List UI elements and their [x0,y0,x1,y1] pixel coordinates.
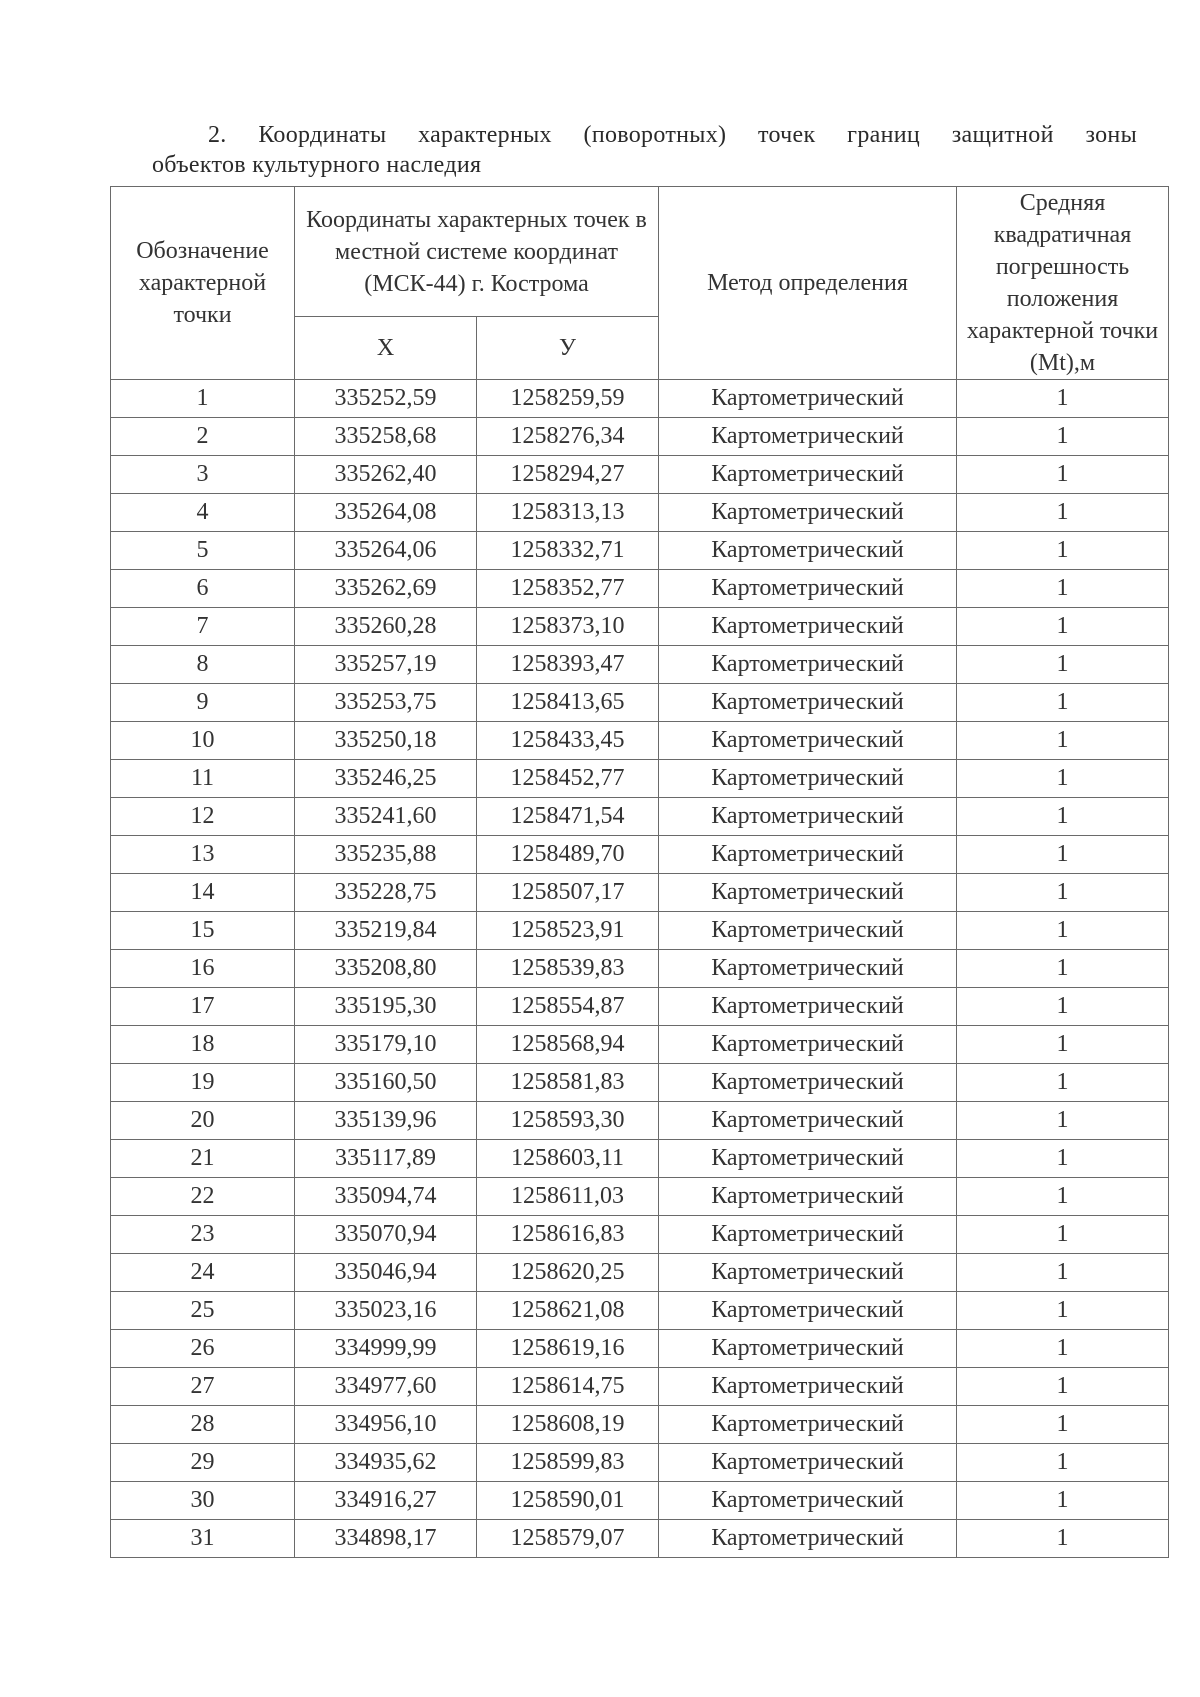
y-coordinate-cell: 1258599,83 [477,1444,659,1482]
y-coordinate-cell: 1258259,59 [477,380,659,418]
y-coordinate-cell: 1258608,19 [477,1406,659,1444]
table-row [111,988,1169,1026]
table-row [111,1292,1169,1330]
point-number-cell: 4 [111,494,295,532]
mean-square-error-cell: 1 [957,684,1169,722]
mean-square-error-cell: 1 [957,494,1169,532]
point-number-cell: 24 [111,1254,295,1292]
x-coordinate-cell: 335260,28 [295,608,477,646]
method-cell: Картометрический [659,1330,957,1368]
x-coordinate-cell: 335228,75 [295,874,477,912]
method-cell: Картометрический [659,760,957,798]
table-row [111,684,1169,722]
point-number-cell: 27 [111,1368,295,1406]
x-coordinate-cell: 335094,74 [295,1178,477,1216]
point-number-cell: 3 [111,456,295,494]
table-row [111,532,1169,570]
method-cell: Картометрический [659,912,957,950]
method-cell: Картометрический [659,1368,957,1406]
point-number-cell: 11 [111,760,295,798]
table-row [111,950,1169,988]
table-row [111,1482,1169,1520]
table-row [111,836,1169,874]
header-x: Х [295,317,477,380]
y-coordinate-cell: 1258373,10 [477,608,659,646]
mean-square-error-cell: 1 [957,1444,1169,1482]
y-coordinate-cell: 1258294,27 [477,456,659,494]
mean-square-error-cell: 1 [957,950,1169,988]
point-number-cell: 6 [111,570,295,608]
x-coordinate-cell: 335257,19 [295,646,477,684]
table-row [111,1102,1169,1140]
y-coordinate-cell: 1258507,17 [477,874,659,912]
method-cell: Картометрический [659,1482,957,1520]
y-coordinate-cell: 1258603,11 [477,1140,659,1178]
x-coordinate-cell: 334898,17 [295,1520,477,1558]
point-number-cell: 13 [111,836,295,874]
header-y: У [477,317,659,380]
point-number-cell: 30 [111,1482,295,1520]
method-cell: Картометрический [659,874,957,912]
x-coordinate-cell: 335258,68 [295,418,477,456]
section-heading-line-1: 2. Координаты характерных (поворотных) точек границ защитной зоны [208,122,1137,148]
mean-square-error-cell: 1 [957,1330,1169,1368]
table-row [111,1026,1169,1064]
header-method: Метод определения [659,187,957,380]
table-row [111,1254,1169,1292]
y-coordinate-cell: 1258452,77 [477,760,659,798]
method-cell: Картометрический [659,646,957,684]
x-coordinate-cell: 335046,94 [295,1254,477,1292]
x-coordinate-cell: 335253,75 [295,684,477,722]
point-number-cell: 2 [111,418,295,456]
header-mean-square-error: Средняя квадратичная погрешность положения характерной точки (Mt),м [957,187,1169,380]
method-cell: Картометрический [659,418,957,456]
y-coordinate-cell: 1258433,45 [477,722,659,760]
method-cell: Картометрический [659,1292,957,1330]
method-cell: Картометрический [659,1026,957,1064]
point-number-cell: 26 [111,1330,295,1368]
point-number-cell: 5 [111,532,295,570]
table-row [111,570,1169,608]
point-number-cell: 21 [111,1140,295,1178]
x-coordinate-cell: 334916,27 [295,1482,477,1520]
point-number-cell: 23 [111,1216,295,1254]
x-coordinate-cell: 335219,84 [295,912,477,950]
point-number-cell: 28 [111,1406,295,1444]
y-coordinate-cell: 1258276,34 [477,418,659,456]
y-coordinate-cell: 1258619,16 [477,1330,659,1368]
mean-square-error-cell: 1 [957,1140,1169,1178]
mean-square-error-cell: 1 [957,1406,1169,1444]
point-number-cell: 18 [111,1026,295,1064]
x-coordinate-cell: 334999,99 [295,1330,477,1368]
mean-square-error-cell: 1 [957,1368,1169,1406]
header-point-designation: Обозначение характерной точки [111,187,295,380]
y-coordinate-cell: 1258393,47 [477,646,659,684]
table-row [111,760,1169,798]
y-coordinate-cell: 1258471,54 [477,798,659,836]
table-row [111,874,1169,912]
y-coordinate-cell: 1258352,77 [477,570,659,608]
point-number-cell: 19 [111,1064,295,1102]
x-coordinate-cell: 335264,08 [295,494,477,532]
y-coordinate-cell: 1258621,08 [477,1292,659,1330]
method-cell: Картометрический [659,532,957,570]
table-row [111,1368,1169,1406]
method-cell: Картометрический [659,684,957,722]
table-row [111,1178,1169,1216]
y-coordinate-cell: 1258614,75 [477,1368,659,1406]
y-coordinate-cell: 1258593,30 [477,1102,659,1140]
table-row [111,1520,1169,1558]
table-row [111,646,1169,684]
table-row [111,380,1169,418]
table-row [111,418,1169,456]
mean-square-error-cell: 1 [957,798,1169,836]
method-cell: Картометрический [659,1216,957,1254]
point-number-cell: 20 [111,1102,295,1140]
mean-square-error-cell: 1 [957,418,1169,456]
x-coordinate-cell: 335246,25 [295,760,477,798]
mean-square-error-cell: 1 [957,760,1169,798]
point-number-cell: 8 [111,646,295,684]
method-cell: Картометрический [659,1102,957,1140]
table-row [111,1406,1169,1444]
mean-square-error-cell: 1 [957,1026,1169,1064]
mean-square-error-cell: 1 [957,570,1169,608]
table-row [111,608,1169,646]
section-heading [152,120,1137,180]
point-number-cell: 16 [111,950,295,988]
method-cell: Картометрический [659,722,957,760]
y-coordinate-cell: 1258332,71 [477,532,659,570]
point-number-cell: 29 [111,1444,295,1482]
method-cell: Картометрический [659,1254,957,1292]
point-number-cell: 14 [111,874,295,912]
table-row [111,722,1169,760]
table-row [111,1140,1169,1178]
coordinates-table-header [111,187,1169,380]
point-number-cell: 22 [111,1178,295,1216]
point-number-cell: 17 [111,988,295,1026]
x-coordinate-cell: 335235,88 [295,836,477,874]
mean-square-error-cell: 1 [957,532,1169,570]
y-coordinate-cell: 1258590,01 [477,1482,659,1520]
point-number-cell: 31 [111,1520,295,1558]
mean-square-error-cell: 1 [957,988,1169,1026]
method-cell: Картометрический [659,836,957,874]
y-coordinate-cell: 1258413,65 [477,684,659,722]
x-coordinate-cell: 335160,50 [295,1064,477,1102]
table-row [111,1064,1169,1102]
y-coordinate-cell: 1258568,94 [477,1026,659,1064]
method-cell: Картометрический [659,380,957,418]
header-coordinate-system: Координаты характерных точек в местной системе координат (МСК-44) г. Кострома [295,187,659,317]
x-coordinate-cell: 335023,16 [295,1292,477,1330]
method-cell: Картометрический [659,1406,957,1444]
table-row [111,456,1169,494]
x-coordinate-cell: 335195,30 [295,988,477,1026]
mean-square-error-cell: 1 [957,1178,1169,1216]
mean-square-error-cell: 1 [957,1254,1169,1292]
method-cell: Картометрический [659,456,957,494]
mean-square-error-cell: 1 [957,380,1169,418]
mean-square-error-cell: 1 [957,1064,1169,1102]
x-coordinate-cell: 335179,10 [295,1026,477,1064]
point-number-cell: 9 [111,684,295,722]
mean-square-error-cell: 1 [957,1292,1169,1330]
x-coordinate-cell: 335208,80 [295,950,477,988]
x-coordinate-cell: 334935,62 [295,1444,477,1482]
y-coordinate-cell: 1258489,70 [477,836,659,874]
x-coordinate-cell: 335262,40 [295,456,477,494]
y-coordinate-cell: 1258620,25 [477,1254,659,1292]
mean-square-error-cell: 1 [957,646,1169,684]
mean-square-error-cell: 1 [957,836,1169,874]
table-row [111,1444,1169,1482]
x-coordinate-cell: 335117,89 [295,1140,477,1178]
y-coordinate-cell: 1258554,87 [477,988,659,1026]
point-number-cell: 7 [111,608,295,646]
mean-square-error-cell: 1 [957,1216,1169,1254]
method-cell: Картометрический [659,1064,957,1102]
point-number-cell: 10 [111,722,295,760]
method-cell: Картометрический [659,798,957,836]
table-row [111,798,1169,836]
method-cell: Картометрический [659,1178,957,1216]
x-coordinate-cell: 335139,96 [295,1102,477,1140]
mean-square-error-cell: 1 [957,912,1169,950]
method-cell: Картометрический [659,1520,957,1558]
x-coordinate-cell: 335250,18 [295,722,477,760]
point-number-cell: 25 [111,1292,295,1330]
section-heading-line-2: объектов культурного наследия [152,152,482,178]
x-coordinate-cell: 335262,69 [295,570,477,608]
method-cell: Картометрический [659,950,957,988]
coordinates-table [110,186,1169,1558]
point-number-cell: 12 [111,798,295,836]
y-coordinate-cell: 1258581,83 [477,1064,659,1102]
x-coordinate-cell: 334977,60 [295,1368,477,1406]
y-coordinate-cell: 1258579,07 [477,1520,659,1558]
method-cell: Картометрический [659,1140,957,1178]
x-coordinate-cell: 334956,10 [295,1406,477,1444]
table-row [111,1216,1169,1254]
mean-square-error-cell: 1 [957,1520,1169,1558]
y-coordinate-cell: 1258611,03 [477,1178,659,1216]
table-row [111,912,1169,950]
mean-square-error-cell: 1 [957,608,1169,646]
method-cell: Картометрический [659,1444,957,1482]
x-coordinate-cell: 335264,06 [295,532,477,570]
x-coordinate-cell: 335252,59 [295,380,477,418]
mean-square-error-cell: 1 [957,1482,1169,1520]
method-cell: Картометрический [659,494,957,532]
table-row [111,1330,1169,1368]
table-row [111,494,1169,532]
x-coordinate-cell: 335070,94 [295,1216,477,1254]
y-coordinate-cell: 1258313,13 [477,494,659,532]
coordinates-table-body [111,380,1169,1558]
point-number-cell: 15 [111,912,295,950]
mean-square-error-cell: 1 [957,722,1169,760]
mean-square-error-cell: 1 [957,456,1169,494]
method-cell: Картометрический [659,570,957,608]
y-coordinate-cell: 1258539,83 [477,950,659,988]
point-number-cell: 1 [111,380,295,418]
method-cell: Картометрический [659,608,957,646]
y-coordinate-cell: 1258523,91 [477,912,659,950]
method-cell: Картометрический [659,988,957,1026]
mean-square-error-cell: 1 [957,874,1169,912]
mean-square-error-cell: 1 [957,1102,1169,1140]
x-coordinate-cell: 335241,60 [295,798,477,836]
y-coordinate-cell: 1258616,83 [477,1216,659,1254]
